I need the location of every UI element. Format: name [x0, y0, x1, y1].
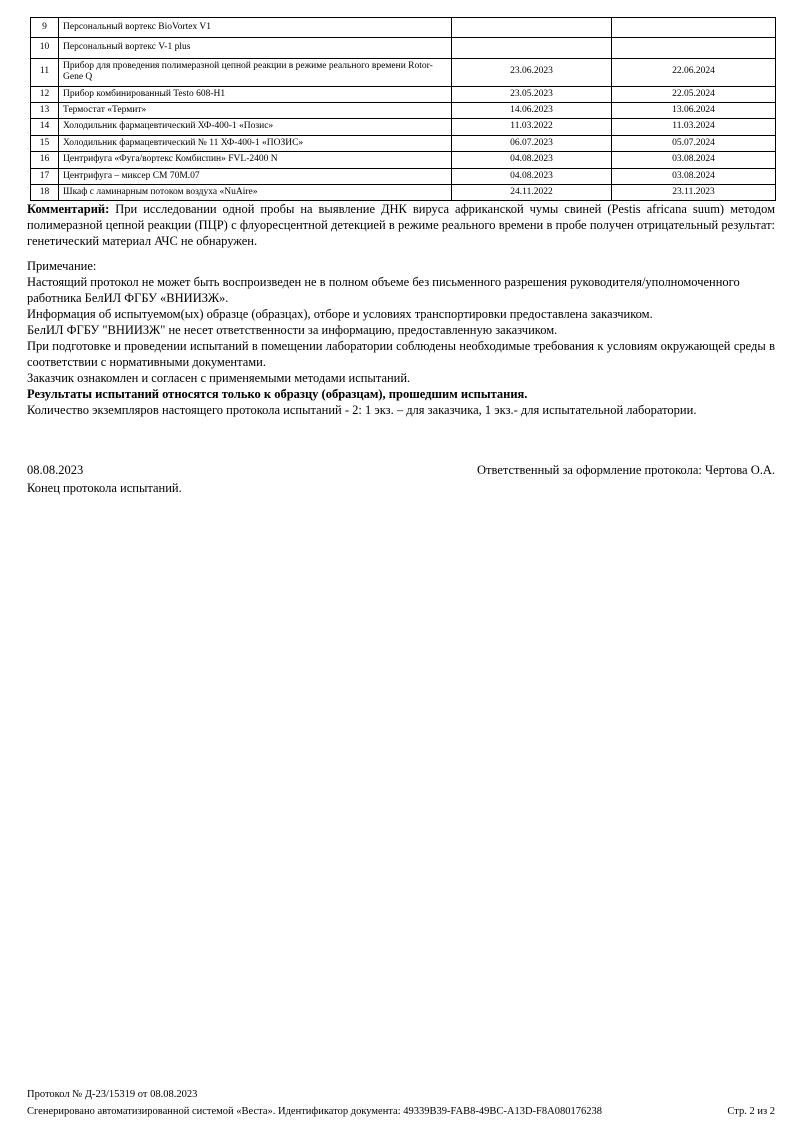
equipment-name-cell: Прибор для проведения полимеразной цепной реакции в режиме реального времени Rotor-Gene Q [59, 58, 452, 86]
calibration-date-cell: 04.08.2023 [452, 152, 612, 168]
valid-until-cell: 03.08.2024 [612, 152, 776, 168]
note-paragraph-results: Результаты испытаний относятся только к образцу (образцам), прошедшим испытания. [27, 387, 528, 402]
row-number-cell: 11 [31, 58, 59, 86]
table-row [31, 102, 776, 118]
table-row [31, 86, 776, 102]
comment-text: При исследовании одной пробы на выявление ДНК вируса африканской чумы свиней (Pestis africana suum) методом полимеразной цепной реакции (ПЦР) с флуоресцентной детекцией в режиме реального времени в пробе получен отрицательный результат: генетический материал АЧС не обнаружен. [27, 202, 775, 249]
equipment-table [30, 17, 776, 201]
end-of-protocol-line: Конец протокола испытаний. [27, 481, 182, 496]
note-label: Примечание: [27, 259, 97, 274]
valid-until-cell [612, 18, 776, 38]
calibration-date-cell [452, 18, 612, 38]
page-footer [27, 1086, 775, 1120]
footer-generated-line: Сгенерировано автоматизированной системой «Веста». Идентификатор документа: 49339B39-FAB8-49BC-A13D-F8A080176238 [27, 1106, 602, 1117]
note-paragraph: При подготовке и проведении испытаний в помещении лаборатории соблюдены необходимые требования к условиям окружающей среды в соответствии с нормативными документами. [27, 339, 775, 370]
table-row [31, 152, 776, 168]
calibration-date-cell [452, 38, 612, 58]
valid-until-cell: 22.06.2024 [612, 58, 776, 86]
signoff-row [27, 462, 775, 478]
valid-until-cell [612, 38, 776, 58]
comment-label: Комментарий: [27, 202, 110, 217]
equipment-name-cell: Центрифуга «Фуга/вортекс Комбиспин» FVL-2400 N [59, 152, 452, 168]
equipment-name-cell: Шкаф с ламинарным потоком воздуха «NuAire» [59, 184, 452, 200]
note-section [27, 258, 775, 418]
equipment-name-cell: Персональный вортекс BioVortex V1 [59, 18, 452, 38]
protocol-date: 08.08.2023 [27, 463, 84, 478]
footer-protocol-number: Протокол № Д-23/15319 от 08.08.2023 [27, 1089, 198, 1100]
table-row [31, 38, 776, 58]
row-number-cell: 14 [31, 119, 59, 135]
note-paragraph: Заказчик ознакомлен и согласен с применяемыми методами испытаний. [27, 371, 411, 386]
valid-until-cell: 13.06.2024 [612, 102, 776, 118]
row-number-cell: 16 [31, 152, 59, 168]
equipment-name-cell: Термостат «Термит» [59, 102, 452, 118]
calibration-date-cell: 14.06.2023 [452, 102, 612, 118]
table-row [31, 168, 776, 184]
calibration-date-cell: 04.08.2023 [452, 168, 612, 184]
table-row [31, 18, 776, 38]
table-row [31, 135, 776, 151]
row-number-cell: 17 [31, 168, 59, 184]
note-paragraph: Количество экземпляров настоящего протокола испытаний - 2: 1 экз. – для заказчика, 1 экз.- для испытательной лаборатории. [27, 403, 697, 418]
row-number-cell: 15 [31, 135, 59, 151]
note-paragraph: БелИЛ ФГБУ "ВНИИЗЖ" не несет ответственности за информацию, предоставленную заказчиком. [27, 323, 558, 338]
valid-until-cell: 03.08.2024 [612, 168, 776, 184]
calibration-date-cell: 24.11.2022 [452, 184, 612, 200]
table-row [31, 184, 776, 200]
note-paragraph: Информация об испытуемом(ых) образце (образцах), отборе и условиях транспортировки предоставлена заказчиком. [27, 307, 653, 322]
calibration-date-cell: 23.06.2023 [452, 58, 612, 86]
calibration-date-cell: 11.03.2022 [452, 119, 612, 135]
equipment-name-cell: Холодильник фармацевтический ХФ-400-1 «Позис» [59, 119, 452, 135]
row-number-cell: 10 [31, 38, 59, 58]
valid-until-cell: 22.05.2024 [612, 86, 776, 102]
table-row [31, 58, 776, 86]
row-number-cell: 18 [31, 184, 59, 200]
row-number-cell: 12 [31, 86, 59, 102]
calibration-date-cell: 23.05.2023 [452, 86, 612, 102]
footer-page-number: Стр. 2 из 2 [727, 1106, 775, 1117]
equipment-name-cell: Персональный вортекс V-1 plus [59, 38, 452, 58]
valid-until-cell: 05.07.2024 [612, 135, 776, 151]
note-paragraph: Настоящий протокол не может быть воспроизведен не в полном объеме без письменного разрешения руководителя/уполномоченного работника БелИЛ ФГБУ «ВНИИЗЖ». [27, 275, 740, 306]
equipment-name-cell: Прибор комбинированный Testo 608-H1 [59, 86, 452, 102]
row-number-cell: 13 [31, 102, 59, 118]
valid-until-cell: 23.11.2023 [612, 184, 776, 200]
valid-until-cell: 11.03.2024 [612, 119, 776, 135]
comment-paragraph [27, 201, 775, 249]
calibration-date-cell: 06.07.2023 [452, 135, 612, 151]
equipment-name-cell: Холодильник фармацевтический № 11 ХФ-400-1 «ПОЗИС» [59, 135, 452, 151]
equipment-name-cell: Центрифуга – миксер СМ 70М.07 [59, 168, 452, 184]
row-number-cell: 9 [31, 18, 59, 38]
table-row [31, 119, 776, 135]
responsible-person: Ответственный за оформление протокола: Чертова О.А. [477, 463, 775, 478]
